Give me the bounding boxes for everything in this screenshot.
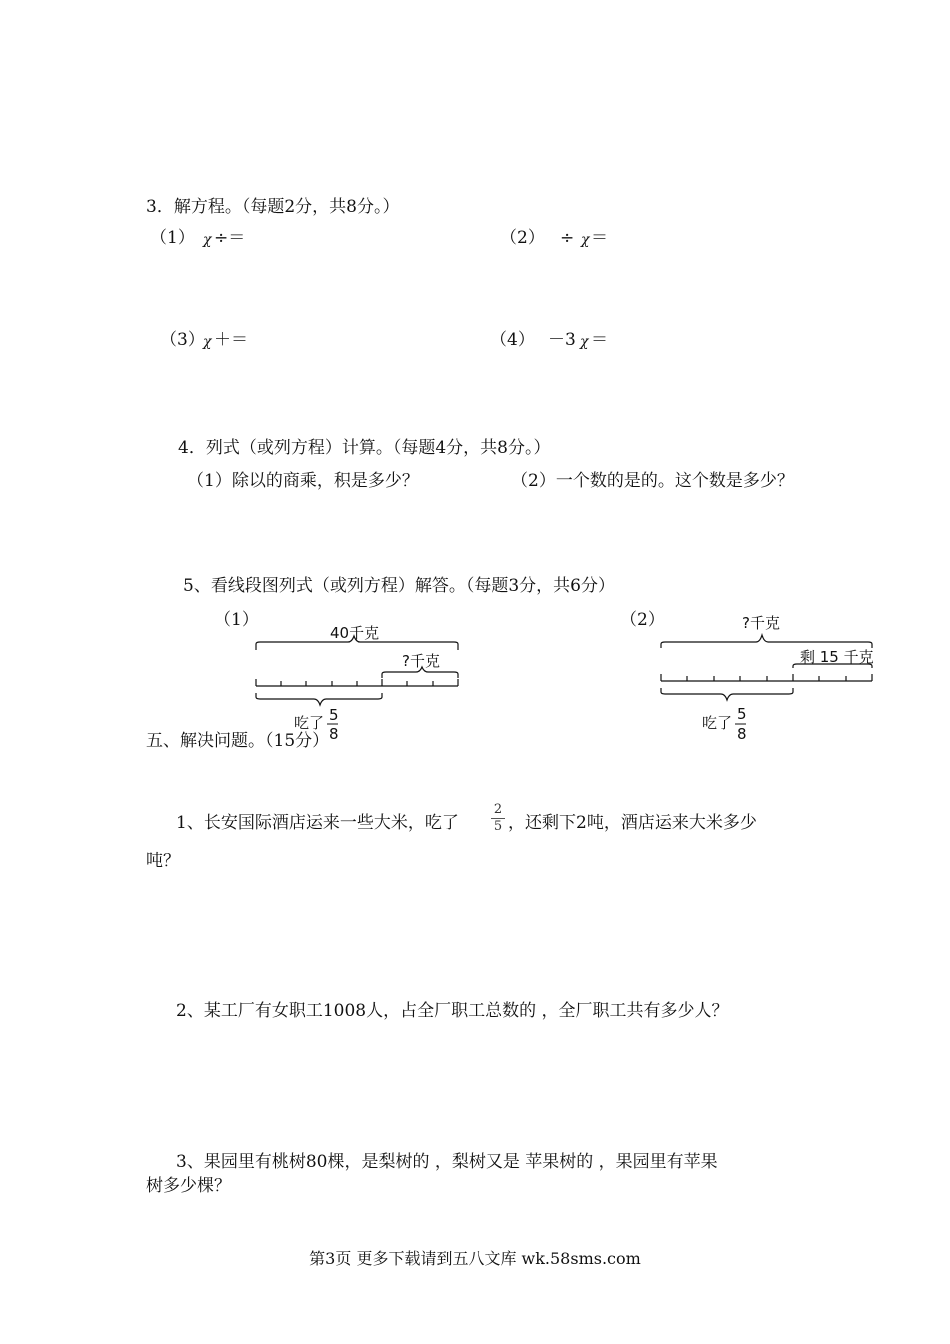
diagram1-total-label: 40千克 bbox=[330, 624, 380, 642]
eq4-expression: －3 bbox=[548, 330, 576, 350]
eq3-number: （3） bbox=[160, 330, 205, 350]
eq1-expression: ÷＝ bbox=[214, 228, 246, 248]
eq3-variable: χ bbox=[203, 334, 212, 350]
part5-title: 五、解决问题。（15分） bbox=[146, 731, 330, 751]
diagram2-top-brace bbox=[661, 635, 872, 648]
diagram2-line-segment bbox=[650, 606, 890, 746]
calc-question-2: （2）一个数的是的。这个数是多少？ bbox=[511, 471, 794, 491]
diagram1-frac-den: 8 bbox=[329, 725, 339, 743]
diagram1-ate-label: 吃了 bbox=[294, 714, 325, 732]
diagram2-ate-label: 吃了 bbox=[702, 714, 733, 732]
problem1-text-b: ，还剩下2吨，酒店运来大米多少 bbox=[508, 813, 757, 833]
diagram1-frac-num: 5 bbox=[329, 706, 339, 724]
problem1-frac-den: 5 bbox=[493, 819, 503, 834]
eq2-number: （2） bbox=[500, 228, 545, 248]
problem1-fraction bbox=[491, 803, 505, 834]
diagram1-bottom-brace bbox=[256, 693, 382, 705]
section5-title: 5、看线段图列式（或列方程）解答。（每题3分，共6分） bbox=[183, 576, 615, 596]
problem1-text-a: 1、长安国际酒店运来一些大米，吃了 bbox=[176, 813, 459, 833]
eq4-number: （4） bbox=[490, 330, 535, 350]
problem1-frac-num: 2 bbox=[493, 802, 503, 817]
problem1-text-c: 吨？ bbox=[146, 851, 180, 871]
eq1-variable: χ bbox=[203, 232, 212, 248]
page-footer: 第3页 更多下载请到五八文库 wk.58sms.com bbox=[309, 1249, 641, 1268]
diagram1-number: （1） bbox=[214, 610, 259, 630]
diagram2-bottom-brace bbox=[661, 688, 793, 700]
diagram2-ticks bbox=[661, 674, 872, 681]
problem2-text: 2、某工厂有女职工1008人，占全厂职工总数的 ，全厂职工共有多少人？ bbox=[176, 1001, 729, 1021]
eq1-number: （1） bbox=[150, 228, 195, 248]
section4-title: 4．列式（或列方程）计算。（每题4分，共8分。） bbox=[178, 438, 551, 458]
section3-title: 3．解方程。（每题2分，共8分。） bbox=[146, 197, 400, 217]
eq3-expression: ＋＝ bbox=[214, 330, 248, 350]
calc-question-1: （1）除以的商乘，积是多少？ bbox=[187, 471, 419, 491]
eq2-equals: ＝ bbox=[591, 228, 608, 248]
diagram2-frac-den: 8 bbox=[737, 725, 747, 743]
diagram2-frac-num: 5 bbox=[737, 705, 747, 723]
eq2-expression: ÷ bbox=[560, 228, 575, 248]
diagram1-ticks bbox=[256, 679, 458, 686]
problem3-text-b: 树多少棵？ bbox=[146, 1176, 231, 1196]
diagram1-line-segment bbox=[240, 616, 480, 746]
eq2-variable: χ bbox=[581, 232, 590, 248]
eq4-equals: ＝ bbox=[591, 330, 608, 350]
eq4-variable: χ bbox=[580, 334, 589, 350]
diagram2-total-label: ?千克 bbox=[742, 614, 780, 632]
diagram2-number: （2） bbox=[620, 610, 665, 630]
diagram1-part-label: ?千克 bbox=[402, 652, 440, 670]
diagram2-rest-label: 剩 15 千克 bbox=[800, 648, 874, 666]
problem3-text-a: 3、果园里有桃树80棵，是梨树的 ，梨树又是 苹果树的 ，果园里有苹果 bbox=[176, 1152, 718, 1172]
